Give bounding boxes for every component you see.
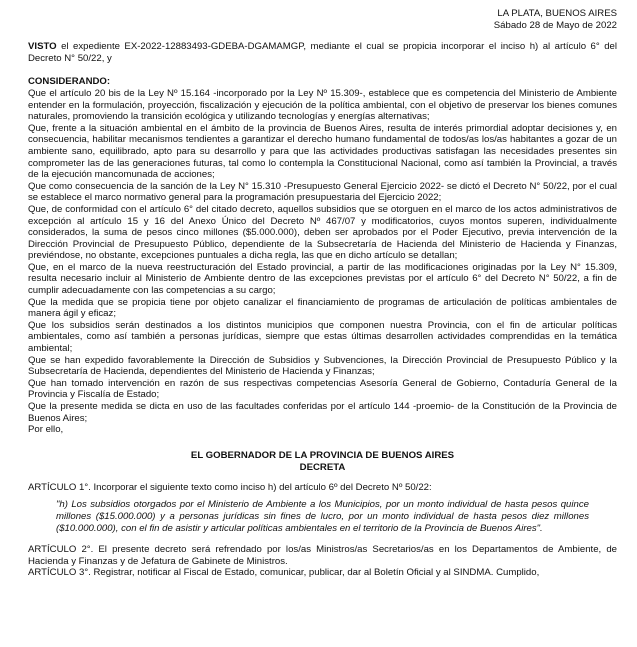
considerando-paragraph: Que, frente a la situación ambiental en el ámbito de la provincia de Buenos Aires, resulta de interés primordial adoptar decisiones y, en consecuencia, habilitar mecanismos tendientes a garantizar el derecho humano fundamental de todos/as los/as habitantes a gozar de un ambiente sano, equilibrado, apto para su desarrollo y para que las actividades productivas satisfagan las necesidades presentes sin comprometer las de las generaciones futuras, tal como lo contempla la Constitucional Nacional, como así también la Provincial, a través de la ejecución mancomunada de acciones; — [28, 122, 617, 181]
visto-label: VISTO — [28, 41, 57, 53]
considerando-paragraph: Que como consecuencia de la sanción de la Ley N° 15.310 -Presupuesto General Ejercicio 2022- se dictó el Decreto N° 50/22, por el cual se establece el marco normativo general para la programación presupuestaria del Ejercicio 2022; — [28, 180, 617, 204]
por-ello: Por ello, — [28, 424, 64, 436]
visto-paragraph — [28, 41, 617, 64]
decree-heading — [28, 450, 617, 474]
article-1: ARTÍCULO 1°. Incorporar el siguiente texto como inciso h) del artículo 6º del Decreto Nº 50/22: — [28, 481, 432, 493]
considerando-paragraph: Que el artículo 20 bis de la Ley Nº 15.164 -incorporado por la Ley Nº 15.309-, establece que es competencia del Ministerio de Ambiente entender en la formulación, proyección, fiscalización y ejecución de la política ambiental, con el objetivo de preservar los bienes comunes naturales, promoviendo la transición ecológica y utilizando tecnologías y energías alternativas; — [28, 87, 617, 123]
governor-line: EL GOBERNADOR DE LA PROVINCIA DE BUENOS AIRES — [190, 449, 455, 461]
considerando-title: CONSIDERANDO: — [28, 76, 111, 88]
considerando-paragraph: Que la presente medida se dicta en uso de las facultades conferidas por el artículo 144 -proemio- de la Constitución de la Provincia de Buenos Aires; — [28, 401, 617, 424]
document-header — [28, 8, 617, 31]
considerando-list — [28, 88, 617, 436]
quoted-inciso-text: "h) Los subsidios otorgados por el Ministerio de Ambiente a los Municipios, por un monto individual de hasta pesos quince millones ($15.000.000) y a personas jurídicas sin fines de lucro, por un monto individual de hasta pesos diez millones ($10.000.000), con el fin de asistir y articular políticas ambientales en el territorio de la Provincia de Buenos Aires". — [56, 499, 589, 534]
date-line: Sábado 28 de Mayo de 2022 — [493, 19, 617, 31]
considerando-paragraph: Que, en el marco de la nueva reestructuración del Estado provincial, a partir de las modificaciones originadas por la Ley N° 15.309, resulta necesario incluir al Ministerio de Ambiente dentro de las excepciones previstas por el artículo 6° del Decreto N° 50/22, a fin de cumplir adecuadamente con las competencias a su cargo; — [28, 261, 617, 297]
considerando-paragraph: Que los subsidios serán destinados a los distintos municipios que componen nuestra Provincia, con el fin de articular políticas ambientales, como así también a personas jurídicas, siempre que estas últimas desarrollen actividades comprendidas en la temática ambiental; — [28, 319, 617, 355]
considerando-paragraph: Que la medida que se propicia tiene por objeto canalizar el financiamiento de programas de articulación de políticas ambientales de manera ágil y eficaz; — [28, 296, 617, 320]
quoted-inciso — [56, 499, 589, 534]
article-3: ARTÍCULO 3°. Registrar, notificar al Fiscal de Estado, comunicar, publicar, dar al Boletín Oficial y al SINDMA. Cumplido, — [28, 567, 540, 579]
visto-text: el expediente EX-2022-12883493-GDEBA-DGAMAMGP, mediante el cual se propicia incorporar el inciso h) al artículo 6° del Decreto N° 50/22, y — [28, 41, 617, 64]
considerando-paragraph: Que han tomado intervención en razón de sus respectivas competencias Asesoría General de Gobierno, Contaduría General de la Provincia y Fiscalía de Estado; — [28, 377, 617, 401]
decreta-line: DECRETA — [299, 461, 346, 473]
considerando-paragraph: Que se han expedido favorablemente la Dirección de Subsidios y Subvenciones, la Dirección Provincial de Presupuesto Público y la Subsecretaría de Hacienda, dependientes del Ministerio de Hacienda y Finanzas; — [28, 354, 617, 378]
place-line: LA PLATA, BUENOS AIRES — [497, 8, 617, 19]
considerando-paragraph: Que, de conformidad con el artículo 6° del citado decreto, aquellos subsidios que se otorguen en el marco de los actos administrativos de excepción al artículo 15 y 16 del Anexo Único del Decreto Nº 467/07 y modificatorios, cuyos montos superen, individualmente considerados, la suma de pesos cinco millones ($5.000.000), deben ser aprobados por el Poder Ejecutivo, previa intervención de la Dirección Provincial de Presupuesto Público, dependiente de la Subsecretaría de Hacienda del Ministerio de Hacienda y Finanzas, previéndose, no obstante, excepciones puntuales a dicha regla, las que en dicho artículo se detallan; — [28, 203, 617, 262]
article-2: ARTÍCULO 2°. El presente decreto será refrendado por los/as Ministros/as Secretarios/as en los Departamentos de Ambiente, de Hacienda y Finanzas y de Jefatura de Gabinete de Ministros. — [28, 544, 617, 567]
